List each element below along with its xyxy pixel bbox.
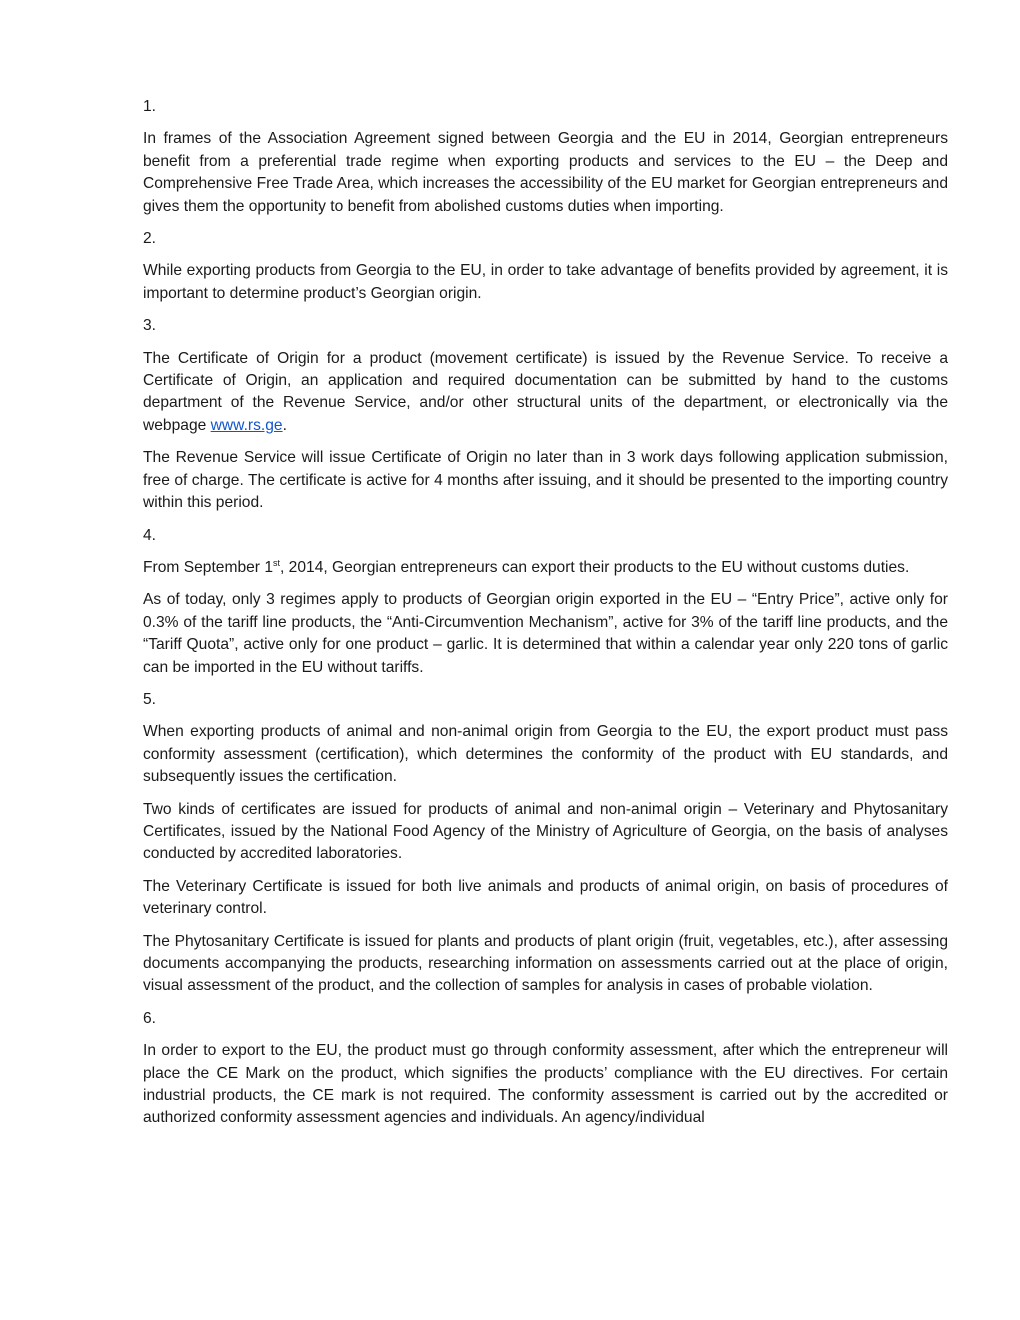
section-3-paragraph-1-text: The Certificate of Origin for a product (movement certificate) is issued by the Revenue Service. To receive a Certificate of Origin, an application and required documentation can be submitted by hand to the customs department of the Revenue Service, and/or other structural units of the department, or electronically via the webpage — [143, 349, 948, 434]
section-6-paragraph-1: In order to export to the EU, the product must go through conformity assessment, after which the entrepreneur will place the CE Mark on the product, which signifies the products’ compliance with the EU directives. For certain industrial products, the CE mark is not required. The conformity assessment is carried out by the accredited or authorized conformity assessment agencies and individuals. An agency/individual — [143, 1042, 948, 1127]
document-page — [143, 96, 948, 1140]
section-4-paragraph-2: As of today, only 3 regimes apply to products of Georgian origin exported in the EU – “Entry Price”, active only for 0.3% of the tariff line products, the “Anti-Circumvention Mechanism”, active for 3% of the tariff line products, and the “Tariff Quota”, active only for one product – garlic. It is determined that within a calendar year only 220 tons of garlic can be imported in the EU without tariffs. — [143, 591, 948, 676]
section-number-5: 5. — [143, 690, 157, 708]
rs-ge-link[interactable]: www.rs.ge — [210, 416, 283, 434]
section-4-paragraph-1 — [143, 557, 948, 579]
section-5-paragraph-3: The Veterinary Certificate is issued for both live animals and products of animal origin, on basis of procedures of veterinary control. — [143, 877, 948, 918]
section-3-paragraph-2: The Revenue Service will issue Certificate of Origin no later than in 3 work days following application submission, free of charge. The certificate is active for 4 months after issuing, and it should be presented to the importing country within this period. — [143, 449, 948, 512]
section-5-paragraph-1: When exporting products of animal and non-animal origin from Georgia to the EU, the export product must pass conformity assessment (certification), which determines the conformity of the product with EU standards, and subsequently issues the certification. — [143, 723, 948, 786]
ordinal-superscript: st — [273, 557, 281, 568]
section-3-paragraph-1-end: . — [282, 416, 287, 434]
section-number-4: 4. — [143, 526, 157, 544]
section-number-1: 1. — [143, 98, 157, 115]
section-5-paragraph-4: The Phytosanitary Certificate is issued for plants and products of plant origin (fruit, vegetables, etc.), after assessing documents accompanying the products, researching information on assessments carried out at the place of origin, visual assessment of the product, and the collection of samples for analysis in cases of probable violation. — [143, 932, 948, 995]
section-4-paragraph-1-start: From September 1 — [143, 558, 273, 576]
section-number-3: 3. — [143, 317, 157, 335]
section-5-paragraph-2: Two kinds of certificates are issued for products of animal and non-animal origin – Veterinary and Phytosanitary Certificates, issued by the National Food Agency of the Ministry of Agriculture of Georgia, on the basis of analyses conducted by accredited laboratories. — [143, 800, 948, 863]
section-3-paragraph-1 — [143, 348, 948, 438]
section-4-paragraph-1-rest: , 2014, Georgian entrepreneurs can export their products to the EU without customs duties. — [280, 558, 910, 576]
section-number-2: 2. — [143, 230, 157, 248]
section-2-paragraph-1: While exporting products from Georgia to the EU, in order to take advantage of benefits provided by agreement, it is important to determine product’s Georgian origin. — [143, 262, 948, 302]
section-1-paragraph-1: In frames of the Association Agreement signed between Georgia and the EU in 2014, Georgian entrepreneurs benefit from a preferential trade regime when exporting products and services to the EU – the Deep and Comprehensive Free Trade Area, which increases the accessibility of the EU market for Georgian entrepreneurs and gives them the opportunity to benefit from abolished customs duties when importing. — [143, 130, 948, 215]
section-number-6: 6. — [143, 1009, 157, 1027]
